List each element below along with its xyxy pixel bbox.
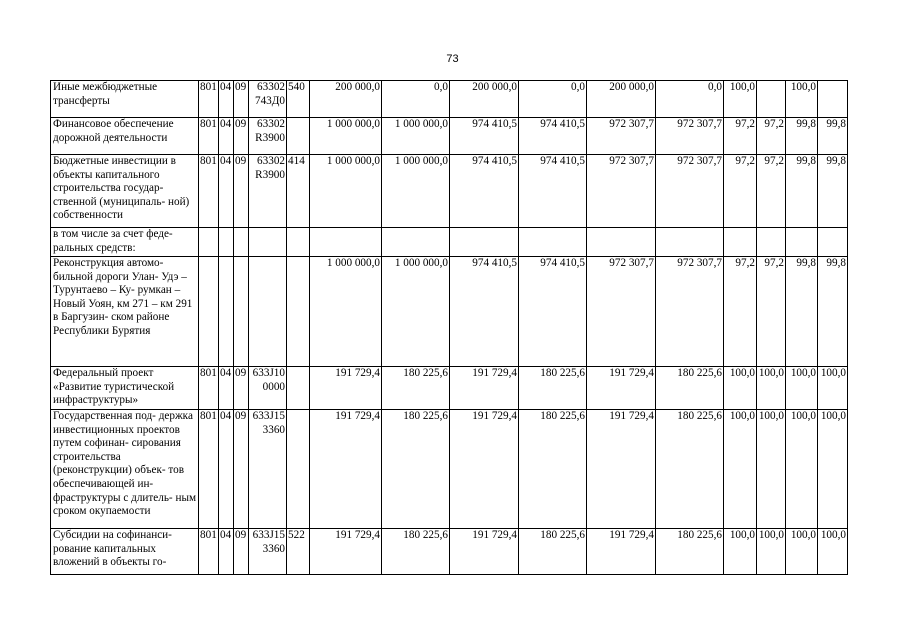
- value-cell-2: 180 225,6: [382, 367, 450, 410]
- value-cell-9: 99,8: [786, 257, 818, 367]
- value-cell-10: 99,8: [818, 118, 848, 155]
- table-row: [51, 410, 848, 529]
- value-cell-1: 200 000,0: [310, 81, 382, 118]
- table-row: [51, 155, 848, 228]
- value-cell-10: 100,0: [818, 367, 848, 410]
- value-cell-1: 191 729,4: [310, 529, 382, 575]
- value-cell-1: 191 729,4: [310, 367, 382, 410]
- expense-type-cell: 540: [287, 81, 310, 118]
- podrazdel-code-cell: 09: [234, 155, 249, 228]
- target-article-cell: 63302 743Д0: [249, 81, 287, 118]
- value-cell-5: [587, 228, 656, 257]
- row-name-cell: Субсидии на софинанси- рование капитальных вложений в объекты го-: [51, 529, 199, 575]
- value-cell-3: [450, 228, 519, 257]
- value-cell-8: 97,2: [757, 257, 786, 367]
- glava-code-cell: [199, 228, 219, 257]
- table-body: [51, 81, 848, 575]
- page-number: 73: [446, 53, 459, 65]
- value-cell-10: [818, 81, 848, 118]
- value-cell-2: 180 225,6: [382, 410, 450, 529]
- expense-type-cell: [287, 118, 310, 155]
- value-cell-7: 100,0: [724, 367, 757, 410]
- table-row: [51, 257, 848, 367]
- value-cell-3: 974 410,5: [450, 118, 519, 155]
- value-cell-8: 100,0: [757, 367, 786, 410]
- value-cell-10: [818, 228, 848, 257]
- razdel-code-cell: 04: [219, 118, 234, 155]
- row-name-cell: Федеральный проект «Развитие туристической инфраструктуры»: [51, 367, 199, 410]
- value-cell-6: 180 225,6: [656, 529, 724, 575]
- target-article-cell: [249, 257, 287, 367]
- value-cell-9: 100,0: [786, 81, 818, 118]
- value-cell-6: 180 225,6: [656, 410, 724, 529]
- value-cell-8: 100,0: [757, 529, 786, 575]
- podrazdel-code-cell: [234, 257, 249, 367]
- table-row: [51, 81, 848, 118]
- value-cell-5: 191 729,4: [587, 410, 656, 529]
- value-cell-6: 972 307,7: [656, 118, 724, 155]
- budget-table: [50, 80, 848, 575]
- target-article-cell: 633J15 3360: [249, 529, 287, 575]
- value-cell-4: 180 225,6: [519, 410, 587, 529]
- podrazdel-code-cell: 09: [234, 81, 249, 118]
- value-cell-2: 0,0: [382, 81, 450, 118]
- glava-code-cell: 801: [199, 81, 219, 118]
- expense-type-cell: 522: [287, 529, 310, 575]
- value-cell-2: 1 000 000,0: [382, 155, 450, 228]
- value-cell-5: 200 000,0: [587, 81, 656, 118]
- value-cell-8: [757, 228, 786, 257]
- glava-code-cell: 801: [199, 118, 219, 155]
- razdel-code-cell: [219, 257, 234, 367]
- value-cell-6: [656, 228, 724, 257]
- value-cell-5: 972 307,7: [587, 257, 656, 367]
- value-cell-1: 191 729,4: [310, 410, 382, 529]
- value-cell-3: 191 729,4: [450, 529, 519, 575]
- value-cell-2: 1 000 000,0: [382, 257, 450, 367]
- value-cell-2: 180 225,6: [382, 529, 450, 575]
- value-cell-9: 99,8: [786, 155, 818, 228]
- value-cell-1: 1 000 000,0: [310, 118, 382, 155]
- value-cell-4: [519, 228, 587, 257]
- podrazdel-code-cell: 09: [234, 118, 249, 155]
- target-article-cell: 633J15 3360: [249, 410, 287, 529]
- value-cell-7: 97,2: [724, 155, 757, 228]
- value-cell-5: 191 729,4: [587, 367, 656, 410]
- value-cell-3: 974 410,5: [450, 257, 519, 367]
- glava-code-cell: 801: [199, 155, 219, 228]
- value-cell-2: [382, 228, 450, 257]
- razdel-code-cell: 04: [219, 367, 234, 410]
- value-cell-4: 180 225,6: [519, 367, 587, 410]
- value-cell-7: 100,0: [724, 410, 757, 529]
- row-name-cell: Государственная под- держка инвестиционных проектов путем софинан- сирования строительства (реконструкции) объек- тов обеспечивающей ин- фраструктуры с длитель- ным сроком окупаемости: [51, 410, 199, 529]
- table-row: [51, 228, 848, 257]
- podrazdel-code-cell: 09: [234, 529, 249, 575]
- podrazdel-code-cell: [234, 228, 249, 257]
- value-cell-3: 191 729,4: [450, 367, 519, 410]
- row-name-cell: Реконструкция автомо- бильной дороги Улан- Удэ – Турунтаево – Ку- румкан – Новый Уоян, км 271 – км 291 в Баргузин- ском районе Республики Бурятия: [51, 257, 199, 367]
- value-cell-9: 99,8: [786, 118, 818, 155]
- value-cell-3: 200 000,0: [450, 81, 519, 118]
- value-cell-2: 1 000 000,0: [382, 118, 450, 155]
- value-cell-5: 972 307,7: [587, 118, 656, 155]
- value-cell-8: 97,2: [757, 155, 786, 228]
- expense-type-cell: [287, 257, 310, 367]
- value-cell-5: 191 729,4: [587, 529, 656, 575]
- razdel-code-cell: 04: [219, 410, 234, 529]
- value-cell-7: 97,2: [724, 257, 757, 367]
- target-article-cell: 63302 R3900: [249, 155, 287, 228]
- razdel-code-cell: [219, 228, 234, 257]
- value-cell-6: 972 307,7: [656, 257, 724, 367]
- expense-type-cell: [287, 410, 310, 529]
- value-cell-4: 974 410,5: [519, 257, 587, 367]
- value-cell-3: 974 410,5: [450, 155, 519, 228]
- value-cell-8: 97,2: [757, 118, 786, 155]
- value-cell-1: 1 000 000,0: [310, 155, 382, 228]
- value-cell-4: 974 410,5: [519, 155, 587, 228]
- value-cell-6: 0,0: [656, 81, 724, 118]
- expense-type-cell: 414: [287, 155, 310, 228]
- glava-code-cell: 801: [199, 410, 219, 529]
- podrazdel-code-cell: 09: [234, 410, 249, 529]
- row-name-cell: в том числе за счет феде- ральных средств:: [51, 228, 199, 257]
- table-row: [51, 118, 848, 155]
- razdel-code-cell: 04: [219, 81, 234, 118]
- value-cell-4: 974 410,5: [519, 118, 587, 155]
- glava-code-cell: 801: [199, 529, 219, 575]
- value-cell-10: 99,8: [818, 155, 848, 228]
- value-cell-4: 0,0: [519, 81, 587, 118]
- value-cell-6: 180 225,6: [656, 367, 724, 410]
- value-cell-10: 100,0: [818, 410, 848, 529]
- target-article-cell: 63302 R3900: [249, 118, 287, 155]
- value-cell-1: [310, 228, 382, 257]
- value-cell-7: 100,0: [724, 529, 757, 575]
- value-cell-3: 191 729,4: [450, 410, 519, 529]
- value-cell-10: 99,8: [818, 257, 848, 367]
- table-row: [51, 529, 848, 575]
- value-cell-9: [786, 228, 818, 257]
- value-cell-5: 972 307,7: [587, 155, 656, 228]
- row-name-cell: Иные межбюджетные трансферты: [51, 81, 199, 118]
- expense-type-cell: [287, 228, 310, 257]
- value-cell-7: 97,2: [724, 118, 757, 155]
- value-cell-10: 100,0: [818, 529, 848, 575]
- target-article-cell: [249, 228, 287, 257]
- value-cell-7: 100,0: [724, 81, 757, 118]
- value-cell-9: 100,0: [786, 410, 818, 529]
- glava-code-cell: [199, 257, 219, 367]
- expense-type-cell: [287, 367, 310, 410]
- value-cell-1: 1 000 000,0: [310, 257, 382, 367]
- table-row: [51, 367, 848, 410]
- value-cell-8: [757, 81, 786, 118]
- value-cell-9: 100,0: [786, 529, 818, 575]
- razdel-code-cell: 04: [219, 529, 234, 575]
- glava-code-cell: 801: [199, 367, 219, 410]
- value-cell-6: 972 307,7: [656, 155, 724, 228]
- value-cell-4: 180 225,6: [519, 529, 587, 575]
- row-name-cell: Финансовое обеспечение дорожной деятельности: [51, 118, 199, 155]
- value-cell-8: 100,0: [757, 410, 786, 529]
- value-cell-7: [724, 228, 757, 257]
- value-cell-9: 100,0: [786, 367, 818, 410]
- razdel-code-cell: 04: [219, 155, 234, 228]
- podrazdel-code-cell: 09: [234, 367, 249, 410]
- target-article-cell: 633J10 0000: [249, 367, 287, 410]
- row-name-cell: Бюджетные инвестиции в объекты капитального строительства государ- ственной (муниципаль- ной) собственности: [51, 155, 199, 228]
